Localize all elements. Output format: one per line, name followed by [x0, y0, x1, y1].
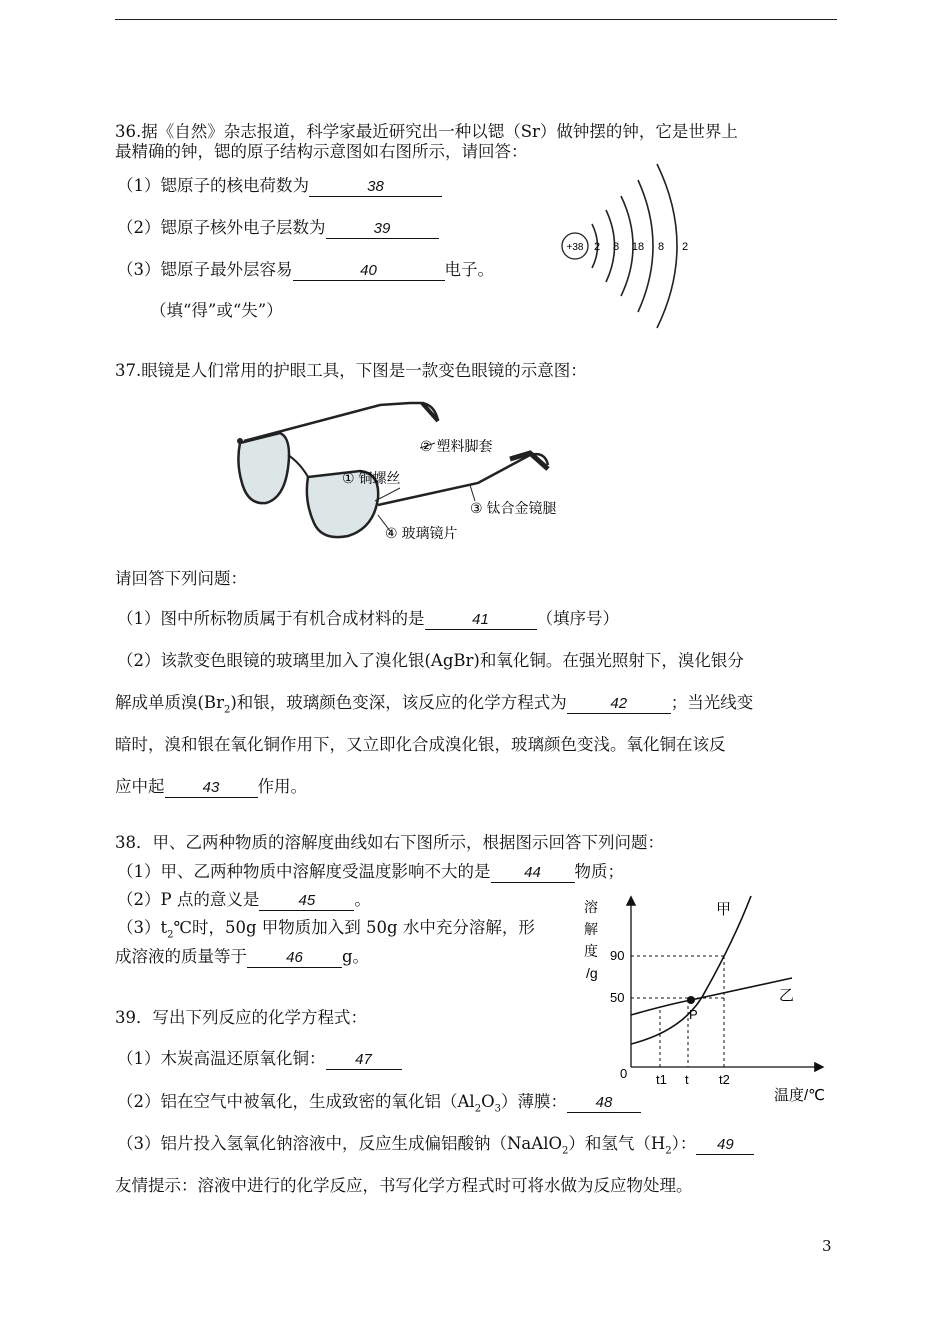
q36-part3: （3）锶原子最外层容易 40 电子。: [117, 260, 494, 279]
x-axis-label: 温度/℃: [774, 1087, 826, 1104]
y-axis-label-4: /g: [586, 965, 598, 981]
label-copper-screw: ① 铜螺丝: [342, 470, 401, 486]
hinge-left: [237, 438, 243, 444]
shell-electrons-3: 18: [631, 241, 645, 253]
nucleus-charge: +38: [566, 242, 584, 253]
q37-ask: 请回答下列问题：: [115, 569, 247, 588]
y-axis-label-3: 度: [584, 943, 598, 959]
point-p-label: P: [689, 1007, 698, 1022]
atom-structure-diagram: [555, 158, 705, 333]
page-number: 3: [822, 1237, 832, 1255]
q39-part1: （1）木炭高温还原氧化铜： 47: [117, 1049, 402, 1070]
q36-line1: 36.据《自然》杂志报道，科学家最近研究出一种以锶（Sr）做钟摆的钟，它是世界上: [115, 122, 738, 141]
label-titanium-temple: ③ 钛合金镜腿: [470, 500, 557, 516]
label-plastic-foot-cover: ② 塑料脚套: [420, 438, 493, 454]
answer-blank-48: 48: [567, 1094, 641, 1113]
y-axis-label-2: 解: [584, 921, 598, 937]
q38-intro: 38．甲、乙两种物质的溶解度曲线如右下图所示，根据图示回答下列问题：: [115, 833, 664, 852]
q37-part2-line3: 暗时，溴和银在氧化铜作用下，又立即化合成溴化银，玻璃颜色变浅。氧化铜在该反: [115, 735, 726, 754]
q38-part3-line2: 成溶液的质量等于 46 g。: [115, 947, 370, 966]
shell-electrons-4: 8: [657, 241, 665, 253]
answer-blank-43: 43: [165, 779, 258, 798]
q38-part2: （2）P 点的意义是 45 。: [117, 890, 371, 909]
q37-part2-line1: （2）该款变色眼镜的玻璃里加入了溴化银(AgBr)和氧化铜。在强光照射下，溴化银分: [117, 651, 744, 670]
label-glass-lens: ④ 玻璃镜片: [385, 525, 458, 541]
q39-part3: （3）铝片投入氢氧化钠溶液中，反应生成偏铝酸钠（NaAlO$_2$）和氢气$(H_2)$： 49: [117, 1134, 754, 1161]
answer-blank-47: 47: [326, 1051, 402, 1070]
bridge: [288, 455, 308, 477]
q37-part2-line4: 应中起 43 作用。: [115, 777, 307, 796]
header-rule: [115, 19, 837, 20]
q36-line2: 最精确的钟，锶的原子结构示意图如右图所示，请回答：: [115, 142, 528, 161]
series-yi-curve: [631, 978, 795, 1015]
q36-hint: （填“得”或“失”）: [150, 301, 283, 320]
series-jia-label: 甲: [716, 901, 732, 918]
q38-part1: （1）甲、乙两种物质中溶解度受温度影响不大的是 44 物质；: [117, 862, 624, 881]
q38-part3-line1: $(3)t_2℃$时，50g 甲物质加入到 50g 水中充分溶解，形: [117, 918, 535, 941]
x-tick-t1: t1: [656, 1072, 667, 1087]
q36-part2: （2）锶原子核外电子层数为 39: [117, 218, 439, 239]
answer-blank-39: 39: [326, 220, 439, 239]
q36-part1: （1）锶原子的核电荷数为 38: [117, 176, 442, 197]
q39-part2: （2）铝在空气中被氧化，生成致密的氧化铝$(Al_2O_3)$薄膜： 48: [117, 1092, 641, 1119]
q39-tip: 友情提示：溶液中进行的化学反应，书写化学方程式时可将水做为反应物处理。: [115, 1176, 693, 1195]
y-axis-label-1: 溶: [584, 899, 598, 915]
answer-blank-40: 40: [293, 262, 445, 281]
shell-electrons-1: 2: [593, 241, 601, 253]
x-tick-t2: t2: [719, 1072, 730, 1087]
lens-left: [238, 433, 289, 503]
temple-near: [378, 454, 548, 505]
y-tick-90: 90: [610, 948, 625, 963]
glasses-diagram: [230, 393, 590, 553]
answer-blank-46: 46: [247, 949, 342, 968]
solubility-chart: [576, 890, 836, 1110]
x-tick-t: t: [685, 1072, 689, 1087]
answer-blank-41: 41: [425, 611, 537, 630]
answer-blank-42: 42: [567, 695, 671, 714]
point-p: [687, 996, 695, 1004]
y-tick-50: 50: [610, 990, 625, 1005]
origin-label: 0: [620, 1066, 628, 1081]
q37-part1: （1）图中所标物质属于有机合成材料的是 41 （填序号）: [117, 609, 619, 628]
shell-electrons-2: 8: [612, 241, 620, 253]
answer-blank-38: 38: [309, 178, 442, 197]
q37-part2-line2: 解成单质溴$(Br_2)$和银，玻璃颜色变深，该反应的化学方程式为 42 ；当光线变: [115, 693, 754, 716]
answer-blank-45: 45: [259, 892, 354, 911]
answer-blank-49: 49: [696, 1136, 754, 1155]
q37-intro: 37.眼镜是人们常用的护眼工具，下图是一款变色眼镜的示意图：: [115, 361, 587, 380]
shell-electrons-5: 2: [681, 241, 689, 253]
answer-blank-44: 44: [491, 864, 575, 883]
q39-intro: 39．写出下列反应的化学方程式：: [115, 1008, 367, 1027]
series-yi-label: 乙: [779, 987, 795, 1004]
